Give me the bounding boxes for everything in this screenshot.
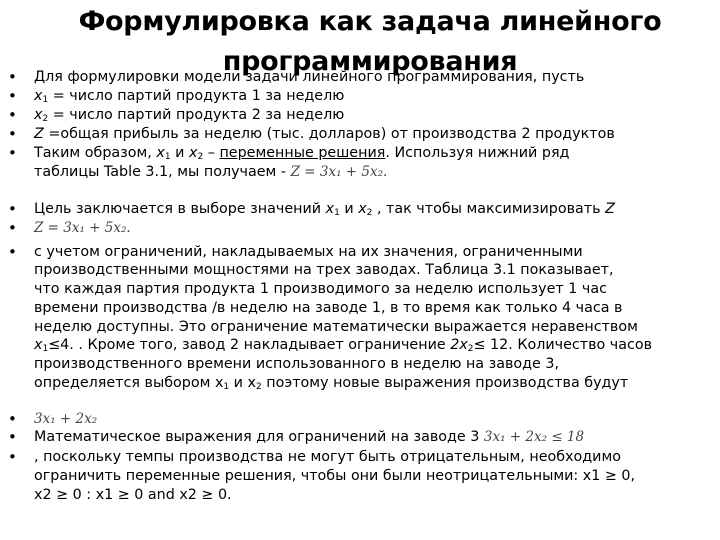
- bullet-marker: •: [8, 68, 17, 86]
- var-x: x: [188, 145, 198, 161]
- bullet-11-line-3: x2 ≥ 0 : x1 ≥ 0 and x2 ≥ 0.: [34, 487, 232, 503]
- text-run: Цель заключается в выборе значений: [34, 201, 326, 217]
- var-x: x: [325, 201, 335, 217]
- bullet-3-desc: = число партий продукта 2 за неделю: [48, 107, 345, 123]
- bullet-marker: •: [8, 428, 17, 446]
- subscript: 2: [197, 152, 204, 162]
- text-run: Математическое выражения для ограничений на заводе 3: [34, 429, 480, 445]
- bullet-9-text: [34, 410, 710, 428]
- subscript: 1: [42, 344, 49, 354]
- decision-variables-term: переменные решения: [219, 145, 386, 161]
- bullet-5-line-1: [34, 144, 710, 162]
- text-run: ≤4. . Кроме того, завод 2 накладывает ограничение: [48, 337, 451, 353]
- text-run: и x: [229, 375, 256, 391]
- bullet-5-line-2: [34, 163, 710, 181]
- bullet-3-text: [34, 106, 710, 124]
- bullet-8-line-6: [34, 336, 710, 354]
- var-x: x: [34, 107, 43, 123]
- text-run: Таким образом,: [34, 145, 157, 161]
- text-run: поэтому новые выражения производства будут: [261, 375, 629, 391]
- plant-3-expression: 3x₁ + 2x₂: [34, 411, 98, 427]
- objective-formula: Z = 3x₁ + 5x₂.: [34, 220, 131, 236]
- subscript: 2: [42, 114, 49, 124]
- var-x: x: [156, 145, 165, 161]
- bullet-8-line-1: с учетом ограничений, накладываемых на их значения, ограниченными: [34, 244, 583, 260]
- bullet-marker: •: [8, 243, 17, 261]
- bullet-6-text: [34, 200, 710, 218]
- var-z: Z: [34, 126, 44, 142]
- var-z: Z: [605, 201, 615, 217]
- slide-title-line-2: программирования: [222, 46, 518, 77]
- text-run: и: [170, 145, 189, 161]
- text-run: . Используя нижний ряд: [385, 145, 570, 161]
- bullet-marker: •: [8, 106, 17, 124]
- bullet-4-desc: =общая прибыль за неделю (тыс. долларов) от производства 2 продуктов: [43, 126, 615, 142]
- bullet-4-text: [34, 125, 710, 143]
- bullet-marker: •: [8, 219, 17, 237]
- subscript: 1: [164, 152, 171, 162]
- bullet-8-line-7: производственного времени использованного в неделю на заводе 3,: [34, 356, 559, 372]
- bullet-marker: •: [8, 200, 17, 218]
- text-run: и: [339, 201, 359, 217]
- objective-formula: Z = 3x₁ + 5x₂.: [290, 164, 388, 180]
- subscript: 2: [366, 208, 373, 218]
- var-2x: 2x: [450, 337, 468, 353]
- bullet-2-text: [34, 87, 710, 105]
- bullet-marker: •: [8, 125, 17, 143]
- bullet-8-line-4: времени производства /в неделю на заводе 1, в то время как только 4 часа в: [34, 300, 623, 316]
- text-run: ≤ 12. Количество часов: [473, 337, 653, 353]
- text-run: –: [203, 145, 220, 161]
- bullet-marker: •: [8, 448, 17, 466]
- text-run: , так чтобы максимизировать: [372, 201, 606, 217]
- plant-3-constraint: 3x₁ + 2x₂ ≤ 18: [483, 429, 585, 445]
- bullet-8-line-8: [34, 374, 710, 392]
- bullet-7-text: [34, 219, 710, 237]
- bullet-2-desc: = число партий продукта 1 за неделю: [48, 88, 345, 104]
- bullet-marker: •: [8, 144, 17, 162]
- text-run: определяется выбором x: [34, 375, 224, 391]
- bullet-8-line-3: что каждая партия продукта 1 производимого за неделю использует 1 час: [34, 281, 607, 297]
- bullet-11-line-1: , поскольку темпы производства не могут быть отрицательным, необходимо: [34, 449, 621, 465]
- subscript: 2: [255, 382, 262, 392]
- var-x: x: [34, 337, 43, 353]
- var-x: x: [358, 201, 367, 217]
- slide-title-line-1: Формулировка как задача линейного: [78, 6, 662, 37]
- bullet-8-line-5: неделю доступны. Это ограничение математически выражается неравенством: [34, 319, 638, 335]
- subscript: 1: [223, 382, 230, 392]
- bullet-11-line-2: ограничить переменные решения, чтобы они были неотрицательными: x1 ≥ 0,: [34, 468, 636, 484]
- bullet-1-text: Для формулировки модели задачи линейного программирования, пусть: [34, 69, 585, 85]
- bullet-marker: •: [8, 410, 17, 428]
- bullet-10-text: [34, 428, 710, 446]
- bullet-8-line-2: производственными мощностями на трех заводах. Таблица 3.1 показывает,: [34, 262, 614, 278]
- subscript: 2: [467, 344, 474, 354]
- var-x: x: [34, 88, 43, 104]
- bullet-marker: •: [8, 87, 17, 105]
- subscript: 1: [334, 208, 340, 218]
- subscript: 1: [42, 95, 49, 105]
- text-run: таблицы Table 3.1, мы получаем -: [34, 164, 287, 180]
